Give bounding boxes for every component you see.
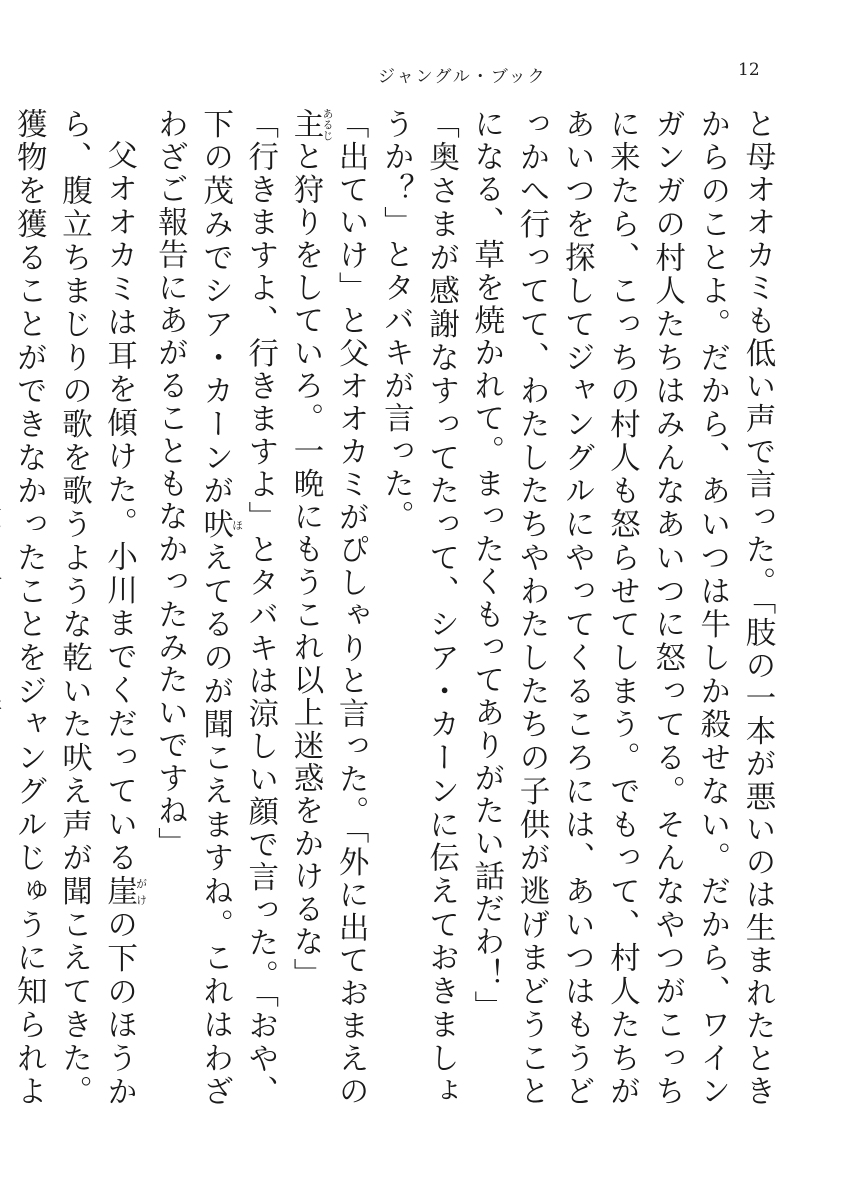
- paragraph-2-text: 「奥さまが感謝なすってたって、シア・カーンに伝えておきましょうか？」とタバキが言った。: [378, 108, 459, 1108]
- ruby-ho-reading: ほ: [230, 508, 244, 541]
- paragraph-3: [283, 108, 373, 1108]
- page-number: 12: [738, 60, 760, 80]
- paragraph-4-text: 「行きますよ、行きますよ」とタバキは涼しい顔で言った。「おや、下の茂みでシア・カーンが: [197, 108, 278, 1108]
- ruby-aruji-base: 主: [287, 108, 323, 141]
- ruby-aruji-reading: あるじ: [320, 108, 334, 141]
- paragraph-5-text-after: の下のほうから、腹立ちまじりの歌を歌うような乾いた吠え声が聞こえてきた。獲物を獲ることができなかったことをジャングルじゅうに知られよ: [11, 108, 137, 1109]
- ruby-ho-base: 吠: [197, 508, 233, 542]
- ruby-gake-reading: がけ: [134, 874, 148, 908]
- ruby-gake: [101, 874, 148, 909]
- paragraph-4-text-after: えてるのが聞こえますね。これはわざわざご報告にあがることもなかったみたいですね」: [152, 108, 233, 1108]
- paragraph-5-text: 父オオカミは耳を傾けた。小川までくだっている: [101, 138, 137, 875]
- paragraph-3-text-after: と狩りをしていろ。一晩にもうこれ以上迷惑をかけるな」: [287, 140, 323, 992]
- ruby-gake-base: 崖: [101, 874, 137, 909]
- paragraph-1-text: と母オオカミも低い声で言った。「肢の一本が悪いのは生まれたときからのことよ。だから、あいつは牛しか殺せない。だから、ワインガンガの村人たちはみんなあいつに怒ってる。そんなやつがこっちに来たら、こっちの村人も怒らせてしまう。でもって、村人たちがあいつを探してジャングルにやってくるころには、あいつはもうどっかへ行ってて、わたしたちやわたしたちの子供が逃げまどうことになる、草を焼かれて。まったくもってありがたい話だわ！」: [468, 108, 775, 1108]
- ruby-aruji: [287, 108, 334, 141]
- paragraph-3-text: 「出ていけ」と父オオカミがぴしゃりと言った。「外に出ておまえの: [333, 108, 369, 1108]
- paragraph-2: [373, 108, 463, 1108]
- paragraph-4: [147, 108, 283, 1108]
- paragraph-1: [464, 108, 780, 1108]
- body-text: [11, 108, 780, 1109]
- running-header-title: ジャングル・ブック: [378, 67, 547, 87]
- ruby-ho: [197, 508, 244, 542]
- paragraph-5: [0, 108, 147, 1108]
